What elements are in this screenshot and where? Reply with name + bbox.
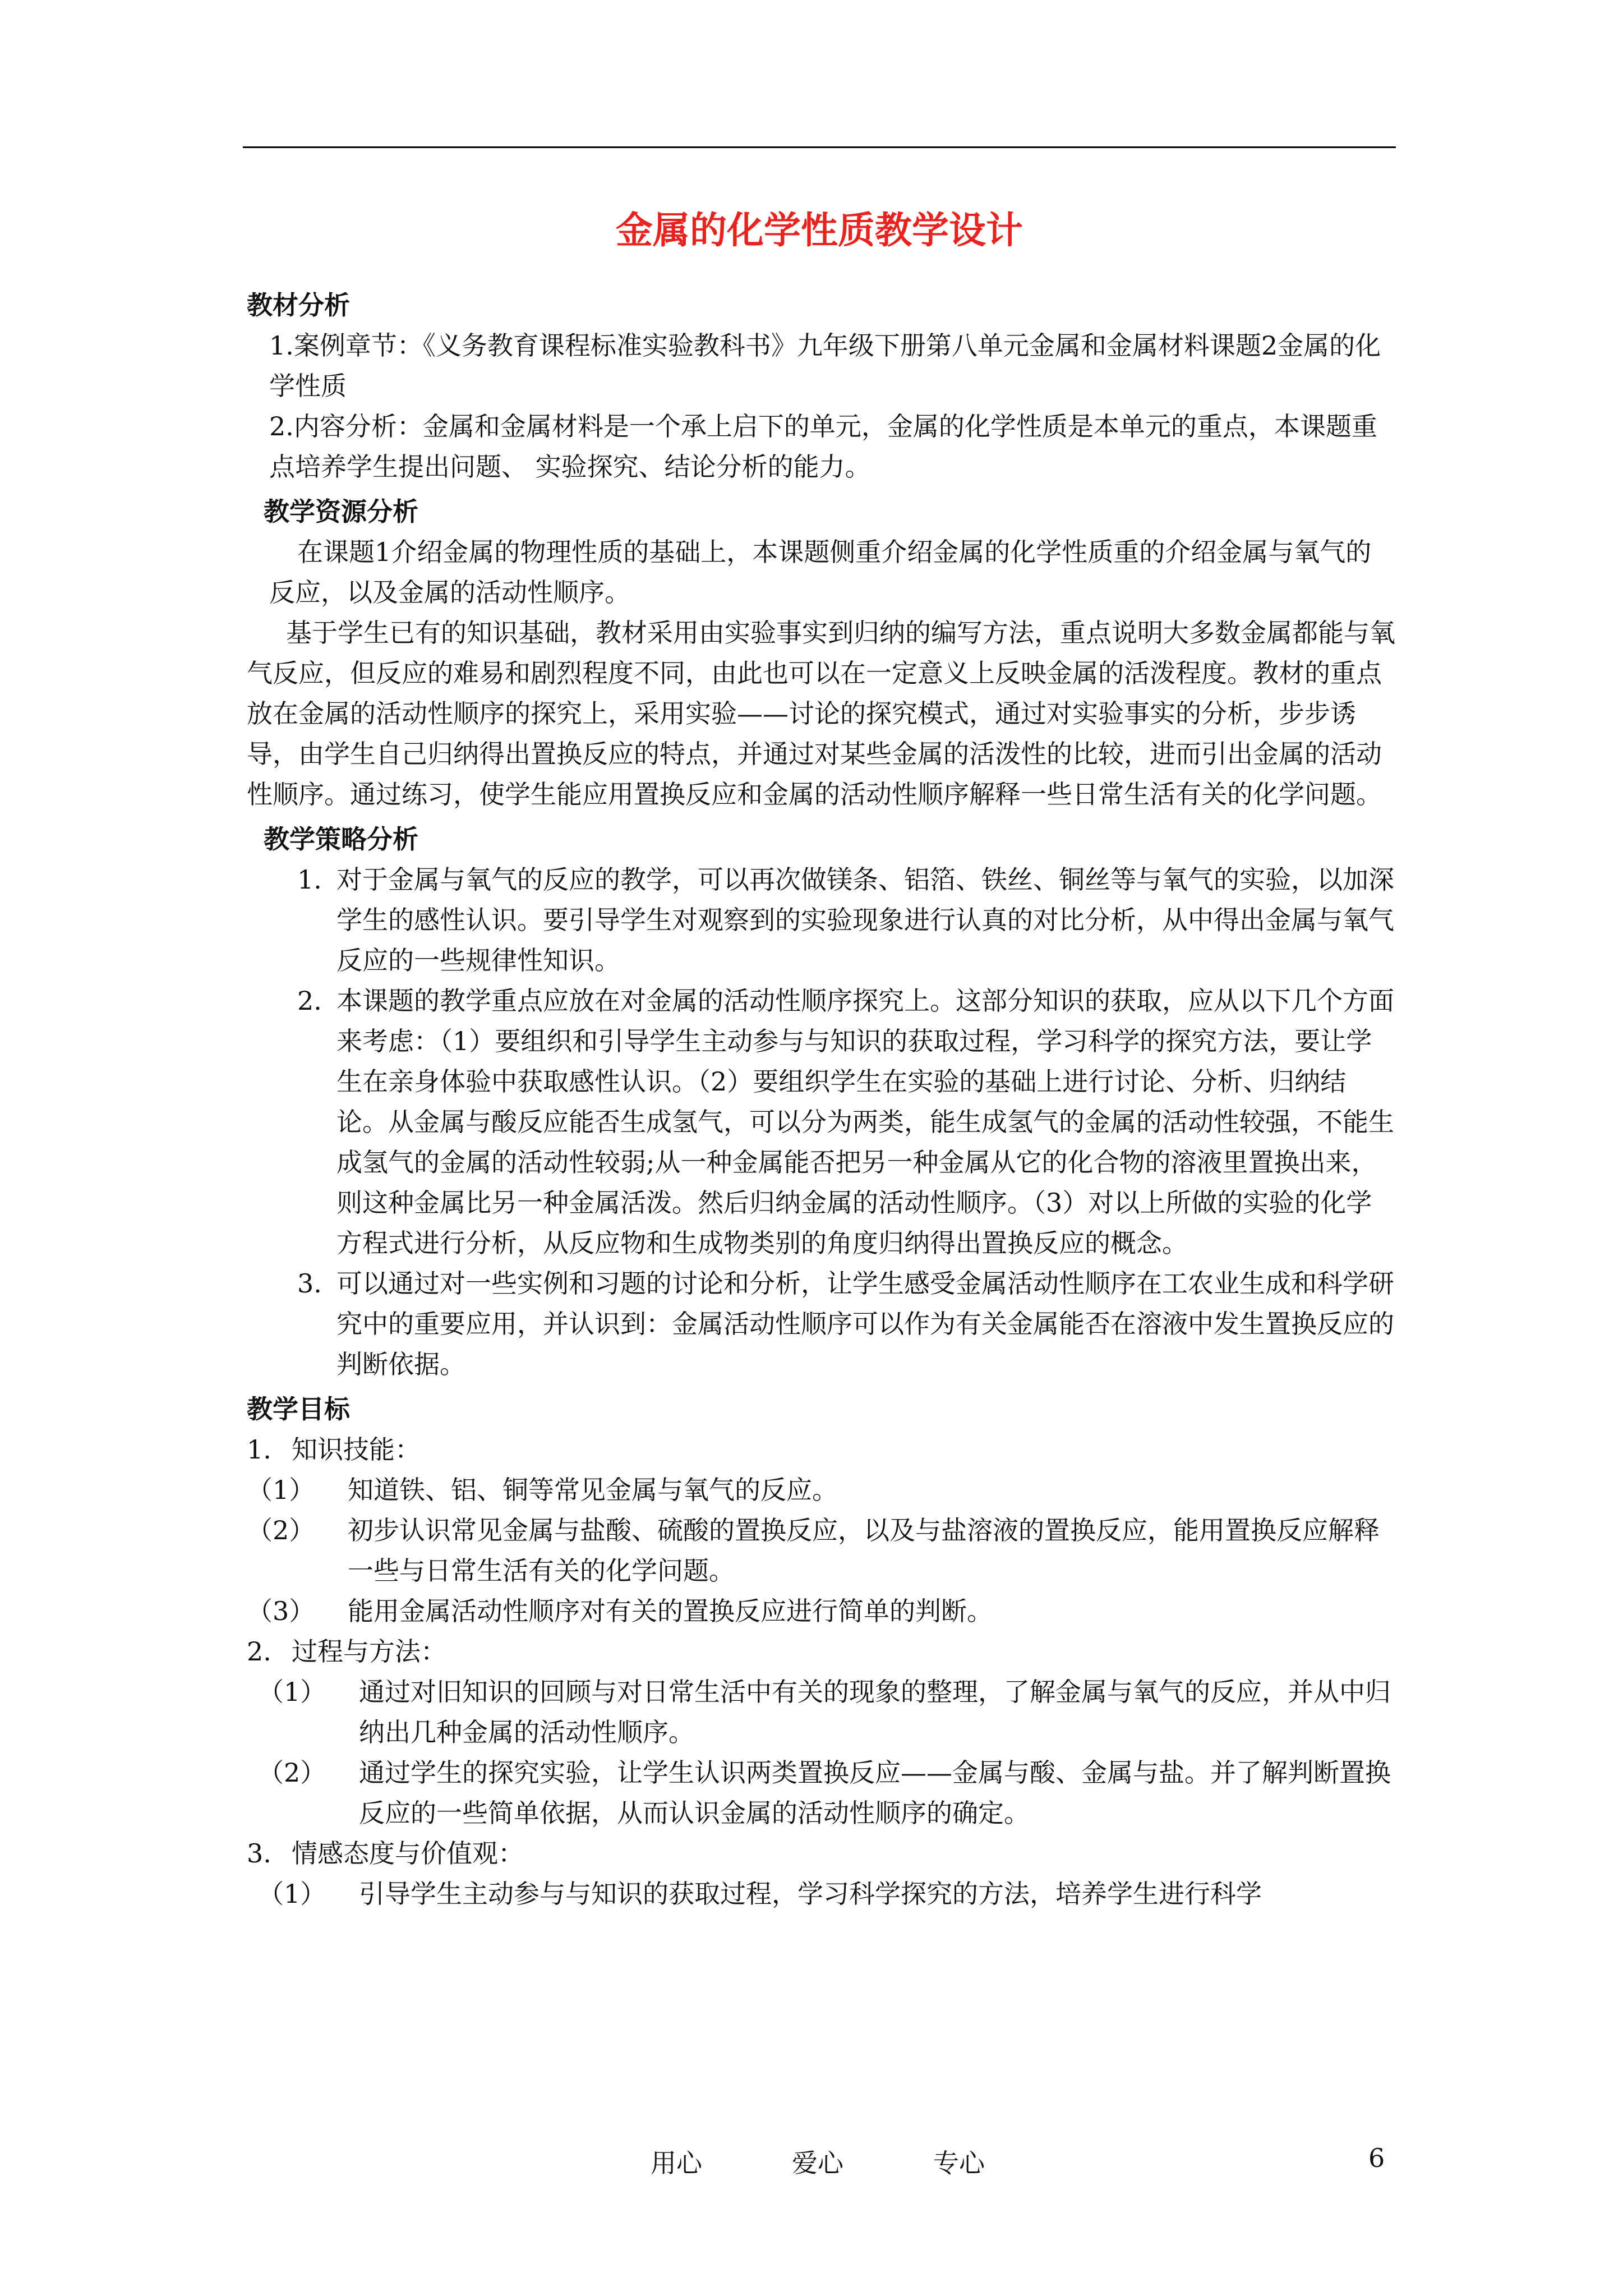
goal-group: 1. 知识技能： bbox=[247, 1434, 421, 1465]
heading-textbook-analysis: 教材分析 bbox=[247, 290, 350, 320]
heading-strategy-analysis: 教学策略分析 bbox=[264, 824, 418, 854]
list-item: （2） 初步认识常见金属与盐酸、硫酸的置换反应，以及与盐溶液的置换反应，能用置换反应解释一些与日常生活有关的化学问题。 bbox=[247, 1515, 1380, 1586]
paragraph: 在课题1介绍金属的物理性质的基础上，本课题侧重介绍金属的化学性质重的介绍金属与氧气的反应，以及金属的活动性顺序。 bbox=[269, 537, 1372, 608]
goal-group: 3. 情感态度与价值观： bbox=[247, 1838, 524, 1869]
paragraph: 1.案例章节：《义务教育课程标准实验教科书》九年级下册第八单元金属和金属材料课题2金属的化学性质 bbox=[269, 330, 1381, 401]
list-item: 1. 对于金属与氧气的反应的教学，可以再次做镁条、铝箔、铁丝、铜丝等与氧气的实验，以加深学生的感性认识。要引导学生对观察到的实验现象进行认真的对比分析，从中得出金属与氧气反应的一些规律性知识。 bbox=[297, 864, 1394, 976]
list-item: （1） 引导学生主动参与与知识的获取过程，学习科学探究的方法，培养学生进行科学 bbox=[258, 1879, 1262, 1909]
header-rule bbox=[243, 146, 1396, 148]
page-title: 金属的化学性质教学设计 bbox=[616, 209, 1023, 252]
list-item: 2. 本课题的教学重点应放在对金属的活动性顺序探究上。这部分知识的获取，应从以下几个方面来考虑：（1）要组织和引导学生主动参与与知识的获取过程，学习科学的探究方法，要让学生在亲身体验中获取感性认识。（2）要组织学生在实验的基础上进行讨论、分析、归纳结论。从金属与酸反应能否生成氢气，可以分为两类，能生成氢气的金属的活动性较强，不能生成氢气的金属的活动性较弱;从一种金属能否把另一种金属从它的化合物的溶液里置换出来，则这种金属比另一种金属活泼。然后归纳金属的活动性顺序。（3）对以上所做的实验的化学方程式进行分析，从反应物和生成物类别的角度归纳得出置换反应的概念。 bbox=[297, 986, 1394, 1258]
list-item: （1） 通过对旧知识的回顾与对日常生活中有关的现象的整理，了解金属与氧气的反应，并从中归纳出几种金属的活动性顺序。 bbox=[258, 1677, 1391, 1747]
goal-group: 2. 过程与方法： bbox=[247, 1636, 446, 1667]
document-body bbox=[247, 280, 1396, 1914]
list-item: （3） 能用金属活动性顺序对有关的置换反应进行简单的判断。 bbox=[247, 1596, 993, 1626]
heading-resource-analysis: 教学资源分析 bbox=[264, 496, 418, 527]
list-item: （2） 通过学生的探究实验，让学生认识两类置换反应——金属与酸、金属与盐。并了解判断置换反应的一些简单依据，从而认识金属的活动性顺序的确定。 bbox=[258, 1757, 1391, 1828]
heading-teaching-goals: 教学目标 bbox=[247, 1394, 350, 1424]
paragraph: 基于学生已有的知识基础，教材采用由实验事实到归纳的编写方法，重点说明大多数金属都能与氧气反应，但反应的难易和剧烈程度不同，由此也可以在一定意义上反映金属的活泼程度。教材的重点放在金属的活动性顺序的探究上，采用实验——讨论的探究模式，通过对实验事实的分析，步步诱导，由学生自己归纳得出置换反应的特点，并通过对某些金属的活泼性的比较，进而引出金属的活动性顺序。通过练习，使学生能应用置换反应和金属的活动性顺序解释一些日常生活有关的化学问题。 bbox=[247, 618, 1395, 809]
paragraph: 2.内容分析：金属和金属材料是一个承上启下的单元，金属的化学性质是本单元的重点，本课题重点培养学生提出问题、 实验探究、结论分析的能力。 bbox=[269, 411, 1377, 482]
list-item: 3. 可以通过对一些实例和习题的讨论和分析，让学生感受金属活动性顺序在工农业生成和科学研究中的重要应用，并认识到：金属活动性顺序可以作为有关金属能否在溶液中发生置换反应的判断依据。 bbox=[297, 1268, 1394, 1379]
page-number: 6 bbox=[1368, 2143, 1385, 2173]
list-item: （1） 知道铁、铝、铜等常见金属与氧气的反应。 bbox=[247, 1475, 838, 1505]
footer-motto: 用心 爱心 专心 bbox=[651, 2148, 985, 2178]
